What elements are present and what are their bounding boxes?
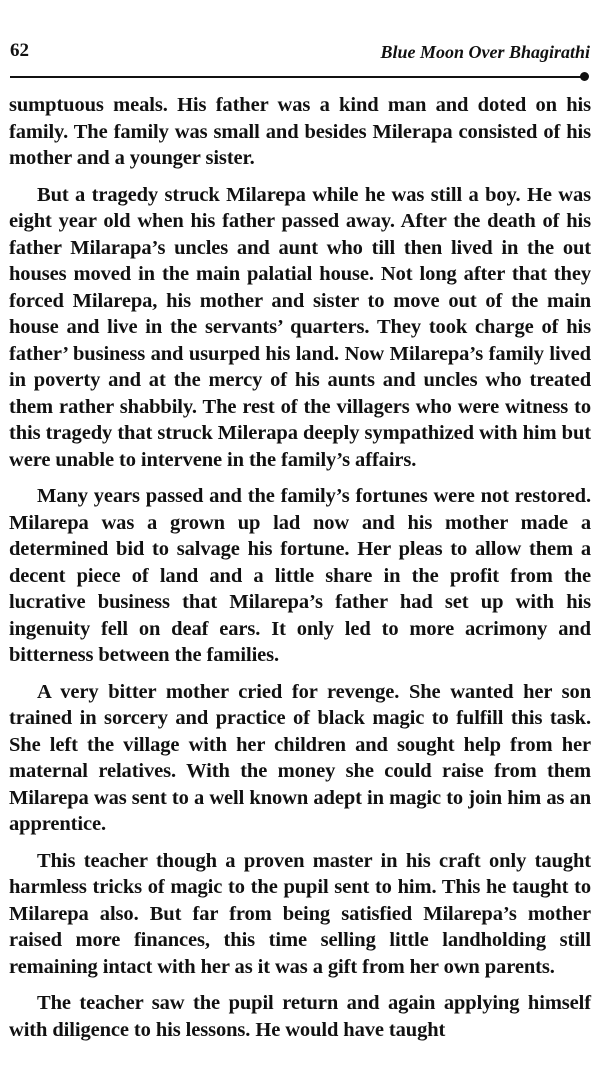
paragraph: The teacher saw the pupil return and again applying himself with diligence to his lessons. He would have taught	[9, 992, 591, 1041]
paragraph: This teacher though a proven master in his craft only taught harmless tricks of magic to the pupil sent to him. This he taught to Milarepa also. But far from being satisfied Milarepa’s mother raised more finances, this time selling little landholding still remaining intact with her as it was a gift from her own parents.	[9, 849, 591, 978]
paragraph: Many years passed and the family’s fortunes were not restored. Milarepa was a grown up lad now and his mother made a determined bid to salvage his fortune. Her pleas to allow them a decent piece of land and a little share in the profit from the lucrative business that Milarepa’s father had set up with his ingenuity fell on deaf ears. It only led to more acrimony and bitterness between the families.	[9, 485, 591, 666]
page-number: 62	[10, 40, 29, 61]
running-title: Blue Moon Over Bhagirathi	[380, 42, 590, 62]
paragraph: But a tragedy struck Milarepa while he was still a boy. He was eight year old when his father passed away. After the death of his father Milarapa’s uncles and aunt who till then lived in the out houses moved in the main palatial house. Not long after that they forced Milarepa, his mother and sister to move out of the main house and live in the servants’ quarters. They took charge of his father’ business and usurped his land. Now Milarepa’s family lived in poverty and at the mercy of his aunts and uncles who treated them rather shabbily. The rest of the villagers who were witness to this tragedy that struck Milerapa deeply sympathized with him but were unable to intervene in the family’s affairs.	[9, 183, 591, 471]
paragraph: sumptuous meals. His father was a kind man and doted on his family. The family was small and besides Milerapa consisted of his mother and a younger sister.	[9, 94, 591, 169]
body-text	[9, 92, 591, 1053]
header-rule	[10, 76, 582, 78]
header-rule-dot	[580, 72, 589, 81]
paragraph: A very bitter mother cried for revenge. She wanted her son trained in sorcery and practice of black magic to fulfill this task. She left the village with her children and sought help from her maternal relatives. With the money she could raise from them Milarepa was sent to a well known adept in magic to join him as an apprentice.	[9, 680, 591, 835]
page-header	[10, 40, 590, 70]
